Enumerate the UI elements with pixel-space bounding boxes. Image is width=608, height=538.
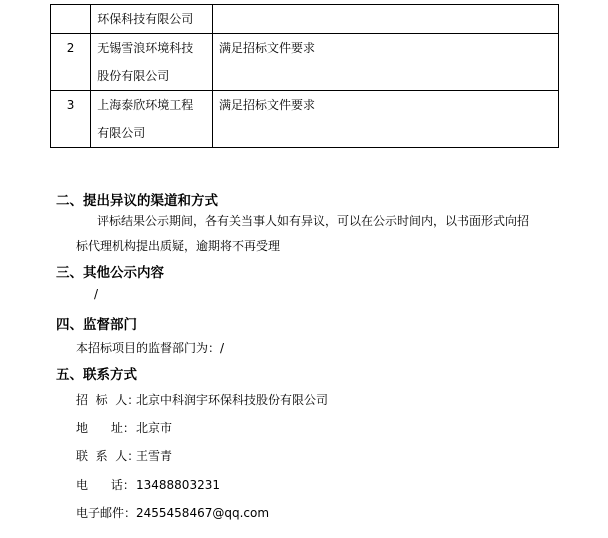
contact-phone xyxy=(76,476,220,493)
row-index xyxy=(51,5,91,34)
bidder-name: 上海泰欣环境工程 有限公司 xyxy=(91,91,213,148)
contact-tenderer-value: 北京中科润宇环保科技股份有限公司 xyxy=(136,393,329,407)
objection-text-line1: 评标结果公示期间，各有关当事人如有异议，可以在公示时间内，以书面形式向招 xyxy=(97,214,530,228)
bidder-name: 环保科技有限公司 xyxy=(91,5,213,34)
row-index: 2 xyxy=(51,34,91,91)
evaluation-result xyxy=(212,5,558,34)
contact-person-label: 联 系 人： xyxy=(76,449,140,463)
contact-person-value: 王雪青 xyxy=(136,449,173,463)
evaluation-result: 满足招标文件要求 xyxy=(212,34,558,91)
row-index: 3 xyxy=(51,91,91,148)
contact-email xyxy=(76,504,269,521)
evaluation-result: 满足招标文件要求 xyxy=(212,91,558,148)
other-heading: 三、其他公示内容 xyxy=(56,265,164,281)
other-text: / xyxy=(94,287,99,301)
contact-address-label: 地 址： xyxy=(76,421,135,435)
objection-text-line2: 标代理机构提出质疑，逾期将不再受理 xyxy=(76,239,281,253)
bidder-name: 无锡雪浪环境科技 股份有限公司 xyxy=(91,34,213,91)
objection-heading: 二、提出异议的渠道和方式 xyxy=(56,193,218,209)
table-row xyxy=(51,5,559,34)
contact-phone-value: 13488803231 xyxy=(136,478,220,492)
contact-phone-label: 电 话： xyxy=(76,478,135,492)
contact-heading: 五、联系方式 xyxy=(56,367,137,383)
table-row xyxy=(51,91,559,148)
contact-email-label: 电子邮件： xyxy=(76,506,137,520)
contact-tenderer xyxy=(76,391,328,408)
contact-address-value: 北京市 xyxy=(136,421,173,435)
contact-tenderer-label: 招 标 人： xyxy=(76,393,140,407)
contact-email-value[interactable]: 2455458467@qq.com xyxy=(136,506,270,520)
supervision-text: 本招标项目的监督部门为：/ xyxy=(76,341,225,355)
supervision-heading: 四、监督部门 xyxy=(56,317,137,333)
table-row xyxy=(51,34,559,91)
contact-address xyxy=(76,419,172,436)
evaluation-results-table xyxy=(50,4,559,148)
contact-person xyxy=(76,447,172,464)
